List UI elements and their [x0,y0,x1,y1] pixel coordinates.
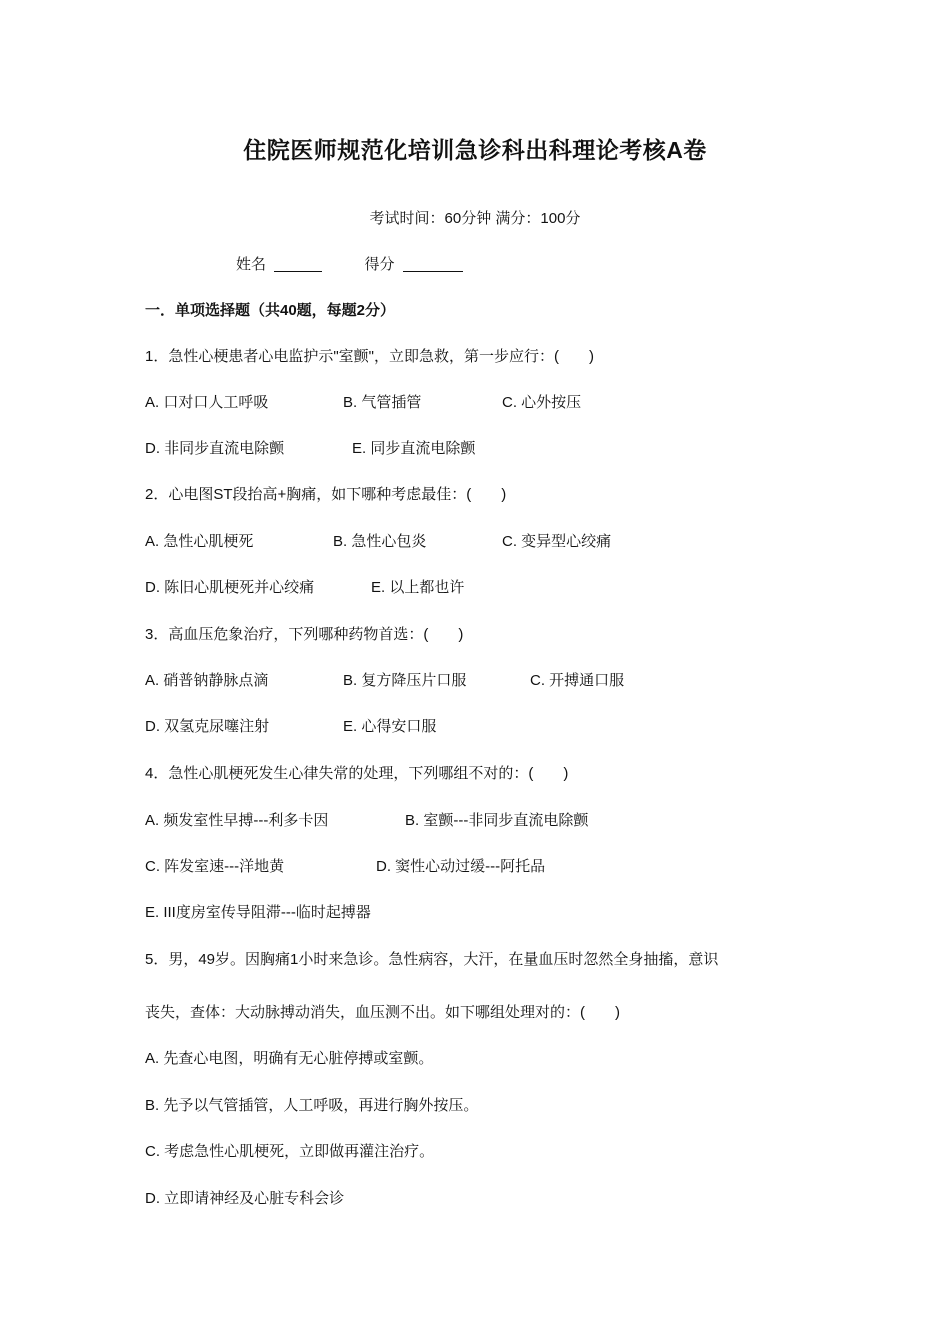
option-a: A. 硝普钠静脉点滴 [145,672,269,689]
option-e: E. III度房室传导阻滞---临时起搏器 [145,904,371,921]
option-b: B. 室颤---非同步直流电除颤 [405,812,589,829]
question-stem: 2．心电图ST段抬高+胸痛，如下哪种考虑最佳：( ) [145,486,507,503]
option-a: A. 急性心肌梗死 [145,533,254,550]
section-heading: 一．单项选择题（共40题，每题2分） [145,302,396,319]
option-b: B. 急性心包炎 [333,533,427,550]
name-blank [274,255,322,272]
option-d: D. 窦性心动过缓---阿托品 [376,858,546,875]
option-a: A. 频发室性早搏---利多卡因 [145,812,329,829]
option-b: B. 复方降压片口服 [343,672,467,689]
option-b: B. 先予以气管插管，人工呼吸，再进行胸外按压。 [145,1097,479,1114]
option-c: C. 阵发室速---洋地黄 [145,858,285,875]
question-stem: 1．急性心梗患者心电监护示"室颤"，立即急救，第一步应行：( ) [145,348,594,365]
student-info-line [236,255,463,275]
option-d: D. 陈旧心肌梗死并心绞痛 [145,579,315,596]
name-label: 姓名 [236,256,267,273]
score-label: 得分 [364,256,395,273]
score-blank [403,255,463,272]
question-stem-line2: 丧失，查体：大动脉搏动消失，血压测不出。如下哪组处理对的：( ) [145,1004,620,1021]
option-c: C. 心外按压 [502,394,582,411]
page-title: 住院医师规范化培训急诊科出科理论考核A卷 [243,137,707,163]
option-d: D. 非同步直流电除颤 [145,440,285,457]
option-b: B. 气管插管 [343,394,422,411]
option-c: C. 考虑急性心肌梗死，立即做再灌注治疗。 [145,1143,435,1160]
option-e: E. 心得安口服 [343,718,437,735]
question-stem: 4．急性心肌梗死发生心律失常的处理，下列哪组不对的：( ) [145,765,569,782]
option-c: C. 变异型心绞痛 [502,533,612,550]
option-a: A. 先查心电图，明确有无心脏停搏或室颤。 [145,1050,434,1067]
option-d: D. 双氢克尿噻注射 [145,718,270,735]
option-e: E. 同步直流电除颤 [352,440,476,457]
option-d: D. 立即请神经及心脏专科会诊 [145,1190,345,1207]
question-stem: 3．高血压危象治疗，下列哪种药物首选：( ) [145,626,464,643]
option-a: A. 口对口人工呼吸 [145,394,269,411]
option-c: C. 开搏通口服 [530,672,625,689]
option-e: E. 以上都也许 [371,579,465,596]
question-stem-line1: 5．男，49岁。因胸痛1小时来急诊。急性病容，大汗，在量血压时忽然全身抽搐，意识 [145,951,719,968]
exam-info-subtitle: 考试时间：60分钟 满分：100分 [369,210,581,227]
